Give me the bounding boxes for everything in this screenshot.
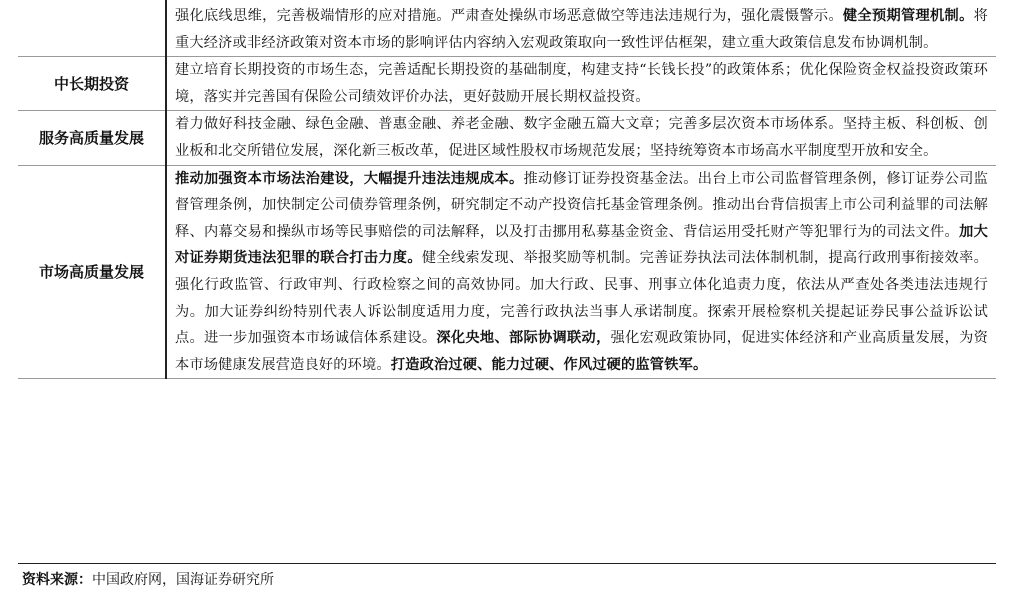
policy-table — [18, 0, 996, 379]
row-content — [166, 111, 996, 165]
content-segment: 建立培育长期投资的市场生态，完善适配长期投资的基础制度，构建支持“长钱长投”的政策体系；优化保险资金权益投资政策环境，落实并完善国有保险公司绩效评价办法，更好鼓励开展长期权益投资。 — [175, 62, 988, 105]
source-note — [22, 569, 274, 589]
content-segment-bold: 推动加强资本市场法治建设，大幅提升违法违规成本。 — [175, 170, 524, 187]
content-segment-bold: 深化央地、部际协调联动， — [436, 330, 611, 347]
row-content — [166, 0, 996, 57]
table-row — [18, 0, 996, 57]
content-segment: 强化宏观政策协同，促进实体经济和产业高质量发展，为资本市场健康发展营造良好的环境。 — [175, 330, 988, 373]
policy-table-container — [18, 0, 996, 379]
content-segment-bold: 健全预期管理机制。 — [842, 8, 974, 24]
row-category: 市场高质量发展 — [18, 165, 166, 379]
content-segment: 推动修订证券投资基金法。出台上市公司监督管理条例，修订证券公司监督管理条例，加快制定公司债券管理条例，研究制定不动产投资信托基金管理条例。推动出台背信损害上市公司利益罪的司法解释、内幕交易和操纵市场等民事赔偿的司法解释，以及打击挪用私募基金资金、背信运用受托财产等犯罪行为的司法文件。 — [175, 170, 988, 240]
row-content — [166, 57, 996, 111]
row-category: 中长期投资 — [18, 57, 166, 111]
table-row — [18, 165, 996, 379]
content-segment-bold: 加大对证券期货违法犯罪的联合打击力度。 — [175, 223, 988, 267]
table-row — [18, 57, 996, 111]
table-row — [18, 111, 996, 165]
content-segment: 强化底线思维，完善极端情形的应对措施。严肃查处操纵市场恶意做空等违法违规行为，强化震慑警示。 — [175, 8, 843, 24]
row-category: 服务高质量发展 — [18, 111, 166, 165]
content-segment: 将重大经济或非经济政策对资本市场的影响评估内容纳入宏观政策取向一致性评估框架，建立重大政策信息发布协调机制。 — [175, 8, 988, 51]
source-label: 资料来源： — [22, 572, 92, 588]
row-category — [18, 0, 166, 57]
content-segment-bold: 打造政治过硬、能力过硬、作风过硬的监管铁军。 — [390, 356, 708, 373]
content-segment: 着力做好科技金融、绿色金融、普惠金融、养老金融、数字金融五篇大文章；完善多层次资本市场体系。坚持主板、科创板、创业板和北交所错位发展，深化新三板改革，促进区域性股权市场规范发展；坚持统筹资本市场高水平制度型开放和安全。 — [175, 116, 988, 159]
source-text: 中国政府网，国海证券研究所 — [92, 572, 274, 588]
content-segment: 健全线索发现、举报奖励等机制。完善证券执法司法体制机制，提高行政刑事衔接效率。强化行政监管、行政审判、行政检察之间的高效协同。加大行政、民事、刑事立体化追责力度，依法从严查处各类违法违规行为。加大证券纠纷特别代表人诉讼制度适用力度，完善行政执法当事人承诺制度。探索开展检察机关提起证券民事公益诉讼试点。进一步加强资本市场诚信体系建设。 — [175, 250, 988, 347]
row-content — [166, 165, 996, 379]
table-bottom-rule — [18, 563, 996, 564]
